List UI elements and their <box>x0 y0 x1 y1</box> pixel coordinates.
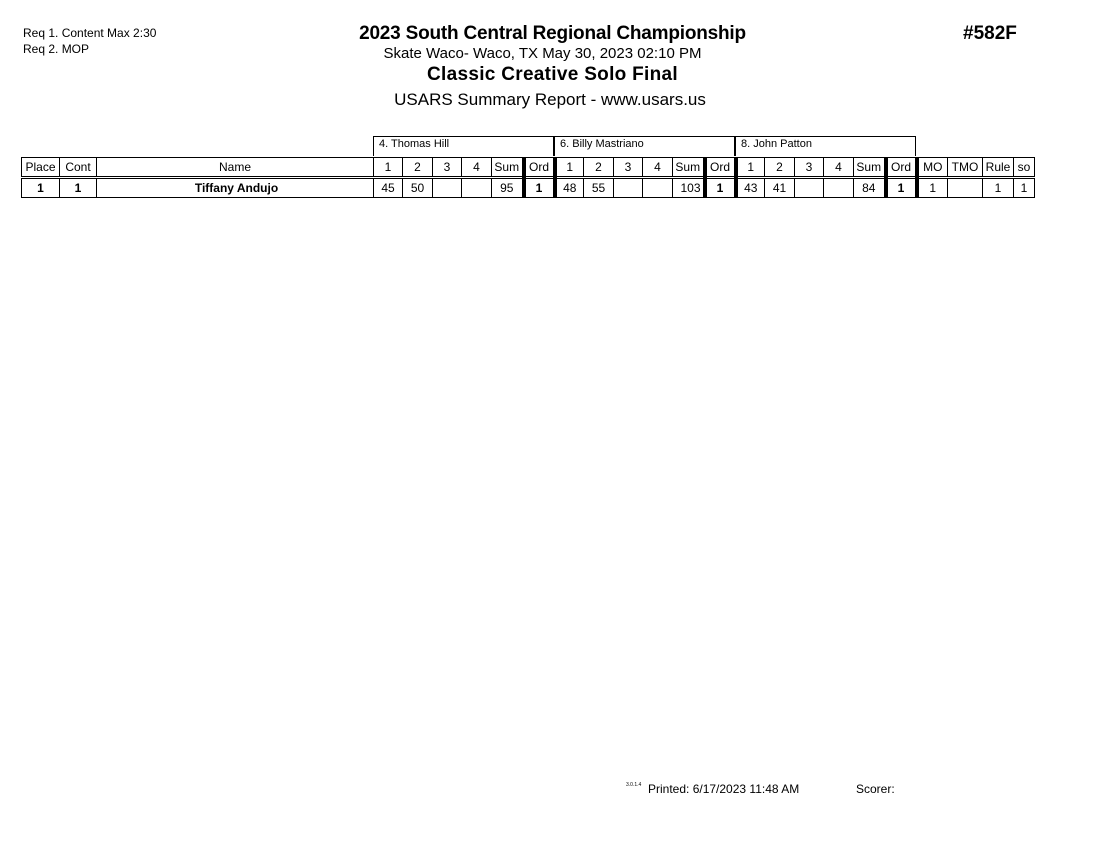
tmo-cell <box>948 178 983 198</box>
j3-score-2: 41 <box>765 178 795 198</box>
col-j1-sum: Sum <box>492 158 524 178</box>
venue-date-line: Skate Waco- Waco, TX May 30, 2023 02:10 PM <box>383 45 702 62</box>
col-j1-1: 1 <box>374 158 403 178</box>
j1-score-4 <box>462 178 492 198</box>
col-j2-sum: Sum <box>673 158 705 178</box>
col-cont: Cont <box>60 158 97 178</box>
report-title: USARS Summary Report - www.usars.us <box>394 90 706 109</box>
cont-cell: 1 <box>60 178 97 198</box>
place-cell: 1 <box>22 178 60 198</box>
rule-cell: 1 <box>983 178 1014 198</box>
col-rule: Rule <box>983 158 1014 178</box>
j1-sum: 95 <box>492 178 524 198</box>
j2-score-2: 55 <box>584 178 614 198</box>
col-mo: MO <box>917 158 948 178</box>
col-j3-4: 4 <box>824 158 854 178</box>
col-j3-sum: Sum <box>854 158 886 178</box>
printed-timestamp: Printed: 6/17/2023 11:48 AM <box>648 782 800 796</box>
j2-score-1: 48 <box>555 178 584 198</box>
so-cell: 1 <box>1014 178 1035 198</box>
skater-name: Tiffany Andujo <box>97 178 374 198</box>
col-j3-1: 1 <box>736 158 765 178</box>
j2-ord: 1 <box>705 178 736 198</box>
col-j2-4: 4 <box>643 158 673 178</box>
judge-header-1: 4. Thomas Hill <box>373 136 554 156</box>
requirement-2: Req 2. MOP <box>23 42 90 56</box>
col-j1-4: 4 <box>462 158 492 178</box>
col-j2-1: 1 <box>555 158 584 178</box>
j1-score-1: 45 <box>374 178 403 198</box>
j1-score-2: 50 <box>403 178 433 198</box>
results-table <box>21 157 1035 198</box>
j3-score-3 <box>795 178 824 198</box>
header-row <box>22 158 1035 178</box>
j3-score-1: 43 <box>736 178 765 198</box>
j1-ord: 1 <box>524 178 555 198</box>
requirement-1: Req 1. Content Max 2:30 <box>23 26 157 40</box>
col-j2-2: 2 <box>584 158 614 178</box>
table-row <box>22 178 1035 198</box>
j2-score-4 <box>643 178 673 198</box>
col-place: Place <box>22 158 60 178</box>
judge-header-2: 6. Billy Mastriano <box>554 136 735 156</box>
col-j2-3: 3 <box>614 158 643 178</box>
j1-score-3 <box>433 178 462 198</box>
col-name: Name <box>97 158 374 178</box>
j3-ord: 1 <box>886 178 917 198</box>
col-so: so <box>1014 158 1035 178</box>
col-tmo: TMO <box>948 158 983 178</box>
mo-cell: 1 <box>917 178 948 198</box>
col-j1-3: 3 <box>433 158 462 178</box>
col-j2-ord: Ord <box>705 158 736 178</box>
competition-title: 2023 South Central Regional Championship <box>359 23 746 44</box>
col-j3-ord: Ord <box>886 158 917 178</box>
scorer-label: Scorer: <box>856 782 895 796</box>
j3-sum: 84 <box>854 178 886 198</box>
event-number: #582F <box>963 23 1017 44</box>
col-j3-3: 3 <box>795 158 824 178</box>
version-label: 3.0.1.4 <box>626 782 642 788</box>
col-j1-ord: Ord <box>524 158 555 178</box>
j2-score-3 <box>614 178 643 198</box>
j3-score-4 <box>824 178 854 198</box>
col-j3-2: 2 <box>765 158 795 178</box>
event-title: Classic Creative Solo Final <box>427 64 678 85</box>
j2-sum: 103 <box>673 178 705 198</box>
col-j1-2: 2 <box>403 158 433 178</box>
judge-header-3: 8. John Patton <box>735 136 916 156</box>
